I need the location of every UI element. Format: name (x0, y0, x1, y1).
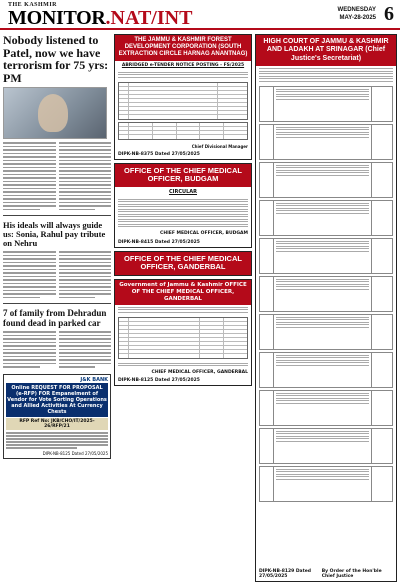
gov-jk-notice[interactable] (114, 279, 252, 387)
list-item (259, 428, 393, 464)
list-item (259, 238, 393, 274)
list-item (259, 162, 393, 198)
notice-subheading: ABRIDGED e-TENDER NOTICE POSTING - FS/2025 (121, 62, 245, 68)
office-signatory: CHIEF MEDICAL OFFICER, GANDERBAL (151, 370, 248, 376)
list-item (259, 466, 393, 502)
court-footer (259, 569, 393, 579)
list-item (259, 124, 393, 160)
circular-label: CIRCULAR (168, 188, 197, 195)
office-heading: OFFICE OF THE CHIEF MEDICAL OFFICER, GANDERBAL (115, 252, 251, 275)
gov-heading: Government of Jammu & Kashmir OFFICE OF THE CHIEF MEDICAL OFFICER, GANDERBAL (115, 280, 251, 305)
notice-dipk: DIPK-NB-8375 Dated 27/05/2025 (118, 151, 200, 157)
office-heading: OFFICE OF THE CHIEF MEDICAL OFFICER, BUDGAM (115, 164, 251, 187)
brand-prefix: THE KASHMIR (8, 2, 58, 8)
story-headline-dehradun[interactable]: 7 of family from Dehradun found dead in parked car (3, 308, 107, 328)
section-name: .NAT/INT (105, 7, 193, 29)
court-notice-column (255, 34, 397, 584)
list-item (259, 390, 393, 426)
divider (3, 215, 111, 216)
court-dipk: DIPK-NB-8129 Dated 27/05/2025 (259, 569, 312, 579)
newspaper-logo (8, 2, 192, 28)
list-item (259, 200, 393, 236)
tender-table (118, 82, 248, 120)
forest-tender-notice[interactable] (114, 34, 252, 160)
staff-table (118, 317, 248, 359)
brand-name: MONITOR (8, 7, 106, 29)
office-dipk: DIPK-NB-8125 Dated 27/05/2025 (118, 378, 200, 384)
page-number: 6 (384, 3, 394, 25)
list-item (259, 276, 393, 312)
ad-dipk: DIPK-NB-8125 Dated 27/05/2025 (42, 450, 108, 456)
notice-heading: THE JAMMU & KASHMIR FOREST DEVELOPMENT CORPORATION (SOUTH EXTRACTION CIRCLE HARNAG ANANTNAG) (115, 35, 251, 61)
story-headline-patel[interactable]: Nobody listened to Patel, now we have terrorism for 75 yrs: PM (3, 33, 109, 85)
court-signatory: By Order of the Hon'ble Chief Justice (321, 569, 382, 579)
list-item (259, 352, 393, 388)
cmo-budgam-circular[interactable] (114, 163, 252, 248)
appointment-list (259, 86, 393, 502)
masthead (0, 0, 400, 30)
divider (3, 303, 111, 304)
ad-ref: RFP Ref No: JKB/CHO/IT/2025-26/RFP/21 (6, 418, 108, 431)
cmo-ganderbal-notice[interactable] (114, 251, 252, 276)
lot-table (118, 122, 248, 140)
news-column (3, 34, 111, 584)
issue-date (338, 6, 376, 22)
story-headline-nehru[interactable]: His ideals will always guide us: Sonia, Rahul pay tribute on Nehru (3, 220, 106, 249)
list-item (259, 314, 393, 350)
weekday: WEDNESDAY (337, 7, 376, 13)
story-photo (3, 87, 107, 139)
list-item (259, 86, 393, 122)
ad-title: Online REQUEST FOR PROPOSAL (e-RFP) FOR Empanelment of Vendor for Vote Sorting Operations and Allied Activities At Currency Chests (7, 384, 107, 415)
high-court-notice[interactable] (255, 34, 397, 582)
story-body (3, 142, 111, 210)
notices-column (114, 34, 252, 584)
notice-signatory: Chief Divisional Manager (191, 143, 248, 149)
date: MAY-28-2025 (339, 15, 376, 21)
court-heading: HIGH COURT OF JAMMU & KASHMIR AND LADAKH AT SRINAGAR (Chief Justice's Secretariat) (256, 35, 396, 66)
story-body (3, 331, 111, 368)
bank-logo: J&K BANK (80, 376, 108, 383)
office-signatory: CHIEF MEDICAL OFFICER, BUDGAM (160, 231, 248, 237)
story-body (3, 251, 111, 298)
bank-tender-ad[interactable] (3, 374, 111, 459)
office-dipk: DIPK-NB-8415 Dated 27/05/2025 (118, 239, 200, 245)
